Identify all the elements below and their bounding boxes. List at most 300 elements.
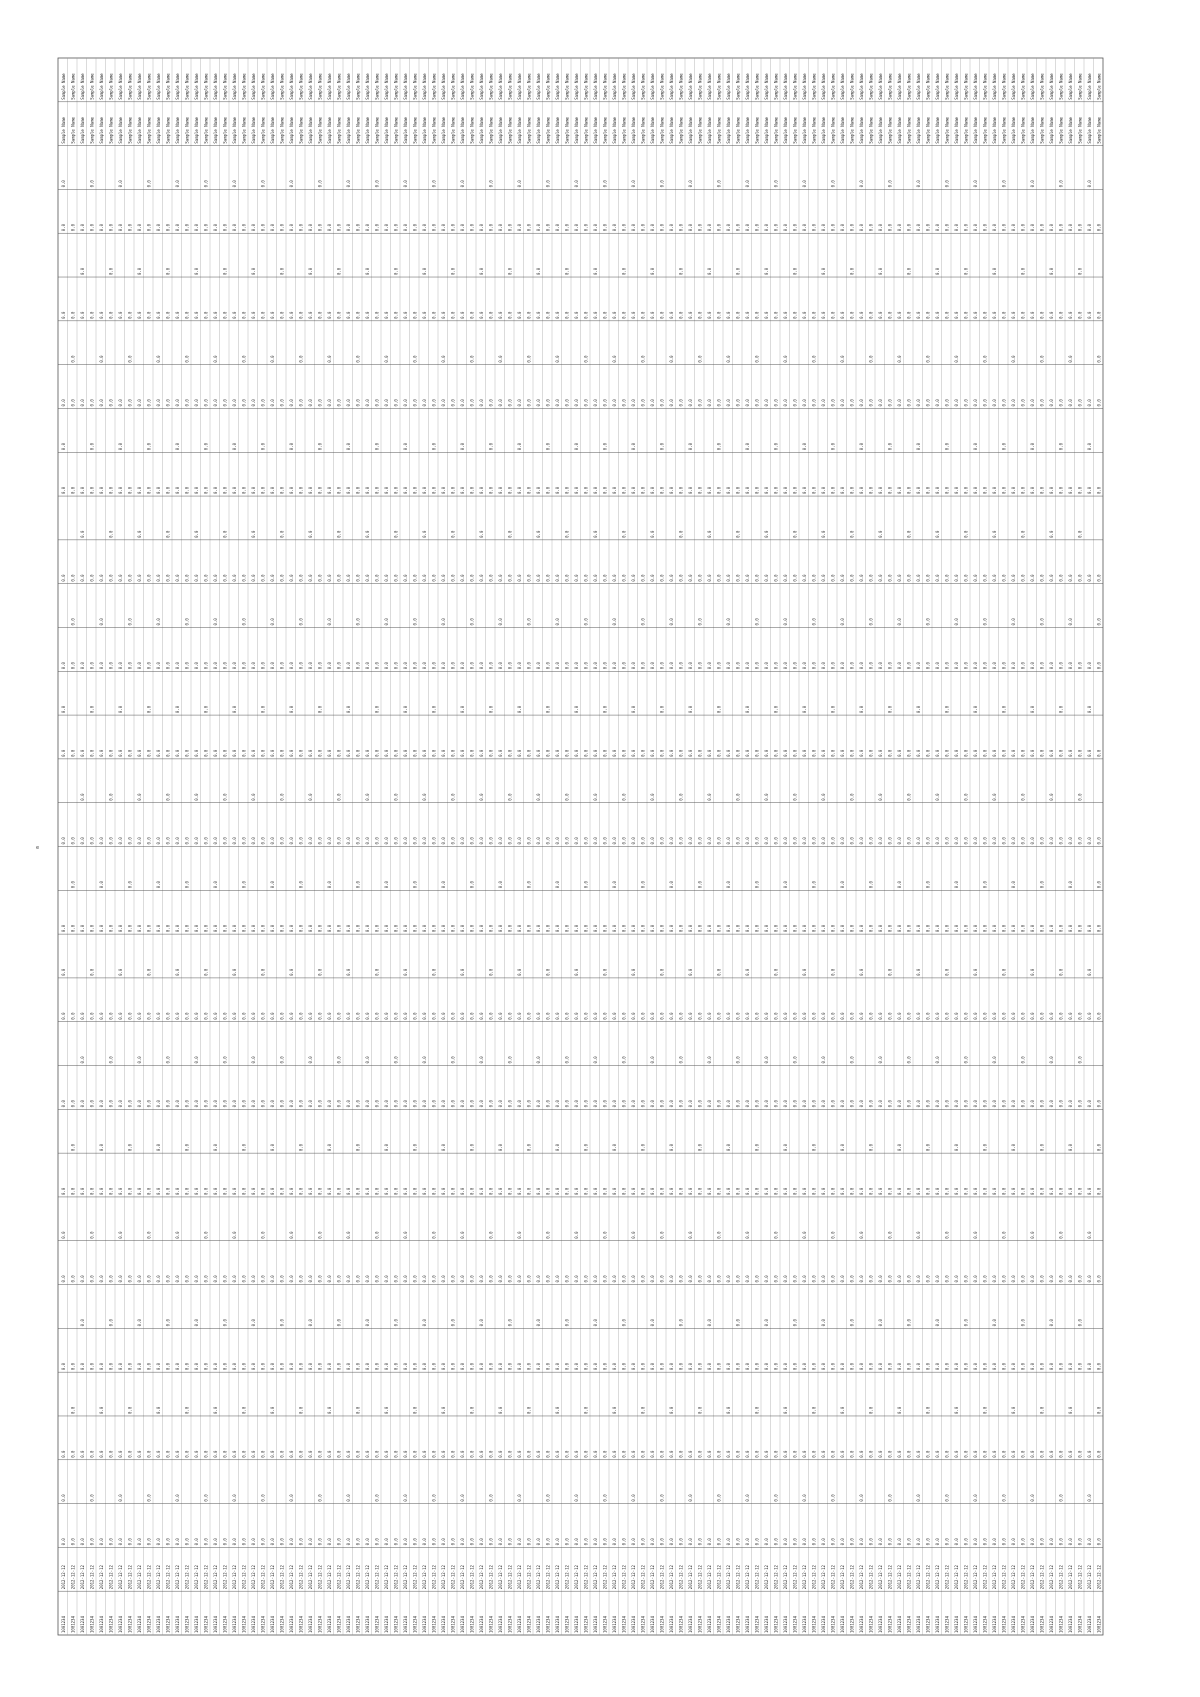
table-cell: 0.0: [887, 662, 893, 670]
table-cell: 0.0: [326, 662, 332, 670]
table-cell: 0.0: [345, 1275, 351, 1283]
table-cell: Sample Name: [269, 117, 275, 144]
table-cell: 0.0: [621, 223, 627, 232]
table-cell: Sample Name: [440, 73, 446, 100]
table-cell: 0.0: [963, 311, 969, 319]
table-cell: 0.0: [1077, 574, 1083, 582]
table-cell: Sample Name: [507, 73, 513, 100]
table-cell: 0.0: [1020, 662, 1026, 670]
table-cell: 0.0: [117, 180, 123, 188]
table-cell: 0.0: [336, 574, 342, 582]
table-cell: 0.0: [241, 1406, 247, 1414]
table-cell: 0.0: [250, 1538, 256, 1546]
table-cell: 0.0: [944, 749, 950, 757]
table-cell: 1001234: [136, 1616, 142, 1633]
table-cell: 0.0: [915, 1450, 921, 1458]
table-cell: 0.0: [364, 749, 370, 757]
table-cell: 0.0: [478, 662, 484, 670]
table-cell: 0.0: [602, 443, 608, 451]
table-cell: 0.0: [744, 924, 750, 933]
table-cell: 0.0: [668, 355, 674, 363]
table-cell: 1001234: [1096, 1616, 1102, 1633]
table-cell: 0.0: [1077, 1100, 1083, 1108]
table-cell: 0.0: [545, 1494, 551, 1502]
table-cell: 0.0: [431, 1231, 437, 1239]
table-cell: 0.0: [421, 530, 427, 538]
table-cell: 0.0: [545, 924, 551, 933]
table-cell: 0.0: [317, 1362, 323, 1371]
table-cell: 0.0: [659, 662, 665, 670]
table-cell: Sample Name: [1096, 117, 1102, 144]
table-cell: 0.0: [592, 1056, 598, 1064]
table-cell: 0.0: [488, 311, 494, 319]
table-cell: 0.0: [184, 837, 190, 845]
table-cell: Sample Name: [79, 117, 85, 144]
table-cell: 0.0: [79, 1187, 85, 1195]
table-cell: Sample Name: [231, 117, 237, 144]
table-cell: Sample Name: [98, 117, 104, 144]
table-cell: Sample Name: [155, 73, 161, 100]
table-cell: 0.0: [754, 1538, 760, 1546]
table-cell: 0.0: [459, 223, 465, 232]
table-cell: 0.0: [193, 1012, 199, 1020]
table-cell: 2012-12-12: [953, 1565, 959, 1590]
table-cell: 0.0: [564, 837, 570, 845]
table-cell: 0.0: [516, 311, 522, 319]
table-cell: Sample Name: [659, 117, 665, 144]
table-cell: Sample Name: [497, 117, 503, 144]
table-cell: 0.0: [621, 837, 627, 845]
table-cell: 0.0: [440, 1450, 446, 1458]
table-cell: 0.0: [716, 223, 722, 232]
table-cell: 0.0: [450, 924, 456, 933]
table-cell: 1001234: [906, 1616, 912, 1633]
table-cell: 0.0: [79, 311, 85, 319]
table-cell: 0.0: [326, 1012, 332, 1020]
table-cell: 0.0: [573, 1362, 579, 1371]
table-cell: 0.0: [792, 1275, 798, 1283]
table-cell: 0.0: [554, 1275, 560, 1283]
table-cell: 0.0: [906, 311, 912, 319]
table-cell: 0.0: [117, 1494, 123, 1502]
table-cell: 0.0: [1010, 355, 1016, 363]
table-cell: 0.0: [963, 1012, 969, 1020]
table-cell: Sample Name: [516, 117, 522, 144]
table-cell: 0.0: [212, 311, 218, 319]
table-cell: 0.0: [402, 1275, 408, 1283]
table-cell: 0.0: [744, 749, 750, 757]
table-cell: 0.0: [668, 1012, 674, 1020]
table-cell: 0.0: [336, 399, 342, 407]
table-cell: Sample Name: [716, 73, 722, 100]
table-cell: 0.0: [991, 574, 997, 582]
table-cell: 0.0: [469, 1362, 475, 1371]
table-cell: 0.0: [317, 837, 323, 845]
table-cell: 0.0: [488, 223, 494, 232]
table-cell: 0.0: [231, 1450, 237, 1458]
table-cell: 0.0: [649, 793, 655, 801]
table-cell: 0.0: [982, 1100, 988, 1108]
table-cell: 0.0: [611, 223, 617, 232]
table-cell: 0.0: [564, 267, 570, 276]
table-cell: 0.0: [716, 574, 722, 582]
table-cell: 0.0: [250, 530, 256, 538]
table-cell: 0.0: [592, 486, 598, 495]
table-cell: 0.0: [545, 1231, 551, 1239]
table-cell: 0.0: [934, 1450, 940, 1458]
table-grid: [58, 58, 1103, 1635]
table-cell: 0.0: [830, 223, 836, 232]
table-cell: Sample Name: [963, 73, 969, 100]
table-cell: 0.0: [279, 399, 285, 407]
table-cell: 0.0: [678, 1538, 684, 1546]
table-cell: 0.0: [792, 1362, 798, 1371]
table-cell: Sample Name: [89, 117, 95, 144]
table-cell: 0.0: [697, 1100, 703, 1108]
table-cell: 0.0: [184, 486, 190, 495]
table-cell: Sample Name: [136, 73, 142, 100]
table-cell: 0.0: [1086, 1450, 1092, 1458]
table-cell: 0.0: [203, 662, 209, 670]
table-cell: 0.0: [925, 1187, 931, 1195]
table-cell: 0.0: [260, 1012, 266, 1020]
table-cell: 0.0: [165, 311, 171, 319]
table-cell: 0.0: [497, 1012, 503, 1020]
table-cell: 0.0: [79, 1319, 85, 1327]
table-cell: 0.0: [535, 1056, 541, 1064]
table-cell: 0.0: [184, 1538, 190, 1546]
table-cell: 0.0: [849, 486, 855, 495]
table-cell: 0.0: [706, 662, 712, 670]
table-cell: 0.0: [60, 574, 66, 582]
table-cell: 0.0: [70, 618, 76, 626]
table-cell: 0.0: [925, 924, 931, 933]
table-cell: 0.0: [174, 1362, 180, 1371]
table-cell: 0.0: [573, 1275, 579, 1283]
table-cell: 0.0: [89, 223, 95, 232]
table-cell: 0.0: [203, 968, 209, 976]
table-cell: 0.0: [155, 749, 161, 757]
table-cell: 0.0: [307, 486, 313, 495]
table-cell: 0.0: [592, 1275, 598, 1283]
table-cell: 0.0: [640, 924, 646, 933]
table-cell: 2012-12-12: [906, 1565, 912, 1590]
table-cell: 0.0: [564, 1450, 570, 1458]
table-cell: 0.0: [820, 1012, 826, 1020]
table-cell: 0.0: [136, 1319, 142, 1327]
table-cell: Sample Name: [1020, 117, 1026, 144]
table-cell: 0.0: [412, 574, 418, 582]
table-cell: 0.0: [478, 1538, 484, 1546]
table-cell: 0.0: [60, 311, 66, 319]
table-cell: 0.0: [982, 486, 988, 495]
table-cell: 2012-12-12: [1039, 1565, 1045, 1590]
table-cell: 0.0: [1067, 618, 1073, 626]
table-cell: 0.0: [89, 968, 95, 976]
table-cell: 0.0: [421, 1100, 427, 1108]
table-cell: 0.0: [706, 1538, 712, 1546]
table-cell: 1001234: [412, 1616, 418, 1633]
table-cell: 0.0: [972, 180, 978, 188]
table-cell: 0.0: [383, 574, 389, 582]
table-cell: 1001234: [1029, 1616, 1035, 1633]
table-cell: 0.0: [1067, 749, 1073, 757]
table-cell: 0.0: [1048, 1012, 1054, 1020]
table-cell: Sample Name: [393, 117, 399, 144]
table-cell: 0.0: [155, 662, 161, 670]
table-cell: 0.0: [868, 311, 874, 319]
table-cell: 0.0: [1010, 486, 1016, 495]
table-cell: Sample Name: [431, 73, 437, 100]
table-cell: 0.0: [1029, 399, 1035, 407]
table-cell: 0.0: [60, 1494, 66, 1502]
table-cell: 0.0: [668, 1362, 674, 1371]
table-cell: 0.0: [640, 311, 646, 319]
table-cell: 0.0: [725, 311, 731, 319]
table-cell: 0.0: [155, 1538, 161, 1546]
table-cell: 0.0: [1067, 1275, 1073, 1283]
table-cell: 0.0: [906, 1319, 912, 1327]
table-cell: 0.0: [621, 749, 627, 757]
table-cell: 0.0: [193, 1450, 199, 1458]
table-cell: Sample Name: [326, 73, 332, 100]
table-cell: 0.0: [573, 1100, 579, 1108]
table-cell: 0.0: [136, 1275, 142, 1283]
table-cell: 0.0: [336, 1362, 342, 1371]
table-cell: 0.0: [469, 311, 475, 319]
table-cell: 0.0: [991, 267, 997, 276]
table-cell: 0.0: [1029, 1012, 1035, 1020]
table-cell: 0.0: [1077, 1275, 1083, 1283]
table-cell: 0.0: [1010, 1143, 1016, 1152]
table-cell: Sample Name: [1077, 117, 1083, 144]
table-cell: 2012-12-12: [431, 1565, 437, 1590]
table-cell: 0.0: [602, 1362, 608, 1371]
table-cell: 1001234: [991, 1616, 997, 1633]
table-cell: 1001234: [754, 1616, 760, 1633]
table-cell: 0.0: [592, 793, 598, 801]
table-cell: 0.0: [250, 749, 256, 757]
table-cell: 0.0: [459, 837, 465, 845]
table-cell: 0.0: [117, 1187, 123, 1195]
table-cell: Sample Name: [583, 117, 589, 144]
table-cell: 0.0: [725, 837, 731, 845]
table-cell: Sample Name: [526, 117, 532, 144]
table-cell: 0.0: [849, 1275, 855, 1283]
table-cell: 2012-12-12: [383, 1565, 389, 1590]
table-cell: 0.0: [117, 1275, 123, 1283]
table-cell: Sample Name: [668, 73, 674, 100]
table-cell: 0.0: [820, 1187, 826, 1195]
table-cell: 0.0: [516, 223, 522, 232]
table-cell: 0.0: [773, 705, 779, 714]
table-cell: 1001234: [830, 1616, 836, 1633]
table-cell: 0.0: [725, 1187, 731, 1195]
table-cell: 0.0: [858, 1450, 864, 1458]
table-cell: 0.0: [972, 968, 978, 976]
table-cell: 0.0: [117, 1362, 123, 1371]
table-cell: 0.0: [763, 399, 769, 407]
table-cell: 0.0: [1048, 1538, 1054, 1546]
table-cell: 0.0: [621, 1362, 627, 1371]
table-cell: 0.0: [1039, 1275, 1045, 1283]
table-cell: 0.0: [345, 968, 351, 976]
table-cell: Sample Name: [98, 73, 104, 100]
table-cell: 0.0: [241, 223, 247, 232]
table-cell: 0.0: [421, 1275, 427, 1283]
table-cell: 0.0: [241, 1275, 247, 1283]
table-cell: 0.0: [155, 1275, 161, 1283]
table-cell: 0.0: [564, 1319, 570, 1327]
table-cell: 0.0: [868, 1406, 874, 1414]
table-cell: 0.0: [858, 1538, 864, 1546]
table-cell: 0.0: [678, 1056, 684, 1064]
table-cell: 0.0: [868, 749, 874, 757]
table-cell: 0.0: [1010, 618, 1016, 626]
table-cell: 0.0: [89, 399, 95, 407]
stray-mark: e: [36, 845, 40, 851]
table-cell: 0.0: [288, 1231, 294, 1239]
table-cell: 2012-12-12: [697, 1565, 703, 1590]
table-cell: 0.0: [127, 1012, 133, 1020]
table-cell: 0.0: [364, 662, 370, 670]
table-cell: 0.0: [678, 1450, 684, 1458]
table-cell: 0.0: [1077, 486, 1083, 495]
table-cell: 0.0: [155, 1187, 161, 1195]
table-cell: 0.0: [108, 1100, 114, 1108]
table-cell: 0.0: [602, 1012, 608, 1020]
table-cell: 0.0: [89, 486, 95, 495]
table-cell: 0.0: [792, 311, 798, 319]
table-cell: Sample Name: [507, 117, 513, 144]
table-cell: 0.0: [820, 311, 826, 319]
table-cell: 0.0: [526, 1187, 532, 1195]
table-cell: 1001234: [915, 1616, 921, 1633]
table-cell: 0.0: [545, 749, 551, 757]
table-cell: 0.0: [212, 1450, 218, 1458]
table-cell: 0.0: [953, 1275, 959, 1283]
table-cell: Sample Name: [535, 117, 541, 144]
table-cell: 0.0: [317, 705, 323, 714]
table-cell: Sample Name: [820, 117, 826, 144]
table-cell: 0.0: [402, 399, 408, 407]
table-cell: 0.0: [288, 749, 294, 757]
table-cell: 0.0: [953, 1406, 959, 1414]
table-cell: 0.0: [241, 399, 247, 407]
table-cell: 0.0: [602, 1494, 608, 1502]
table-cell: 0.0: [659, 924, 665, 933]
table-cell: 0.0: [307, 267, 313, 276]
table-cell: 0.0: [488, 180, 494, 188]
table-cell: 0.0: [412, 837, 418, 845]
table-cell: 0.0: [307, 223, 313, 232]
table-cell: 0.0: [906, 662, 912, 670]
table-cell: Sample Name: [630, 73, 636, 100]
table-cell: 1001234: [811, 1616, 817, 1633]
table-cell: 0.0: [744, 180, 750, 188]
table-cell: 0.0: [782, 486, 788, 495]
table-cell: 0.0: [241, 574, 247, 582]
table-cell: 0.0: [868, 486, 874, 495]
table-cell: 0.0: [716, 749, 722, 757]
table-cell: 0.0: [421, 311, 427, 319]
table-cell: 0.0: [203, 486, 209, 495]
table-cell: 1001234: [146, 1616, 152, 1633]
table-cell: 0.0: [896, 311, 902, 319]
table-cell: 0.0: [1077, 399, 1083, 407]
table-cell: 0.0: [963, 1319, 969, 1327]
table-cell: 0.0: [877, 1319, 883, 1327]
table-cell: 0.0: [906, 1450, 912, 1458]
table-cell: 0.0: [754, 399, 760, 407]
table-cell: 0.0: [744, 223, 750, 232]
table-cell: 0.0: [925, 574, 931, 582]
table-cell: 0.0: [678, 486, 684, 495]
table-cell: 0.0: [953, 486, 959, 495]
table-cell: 0.0: [146, 1187, 152, 1195]
table-cell: 0.0: [288, 837, 294, 845]
table-cell: 0.0: [374, 223, 380, 232]
table-cell: 0.0: [953, 574, 959, 582]
table-cell: 0.0: [1039, 618, 1045, 626]
table-cell: 0.0: [716, 486, 722, 495]
table-cell: 0.0: [896, 1406, 902, 1414]
table-cell: 1001234: [716, 1616, 722, 1633]
table-cell: 0.0: [79, 837, 85, 845]
table-cell: 0.0: [763, 530, 769, 538]
table-cell: 0.0: [450, 574, 456, 582]
table-cell: 0.0: [516, 486, 522, 495]
table-cell: 0.0: [564, 662, 570, 670]
table-cell: 0.0: [896, 881, 902, 889]
table-cell: 0.0: [155, 223, 161, 232]
table-cell: 0.0: [212, 924, 218, 933]
table-cell: 0.0: [754, 881, 760, 889]
table-cell: 0.0: [1001, 837, 1007, 845]
table-cell: 1001234: [488, 1616, 494, 1633]
table-cell: 0.0: [611, 399, 617, 407]
table-cell: 0.0: [773, 662, 779, 670]
table-cell: 0.0: [830, 180, 836, 188]
table-cell: 0.0: [621, 399, 627, 407]
table-cell: 0.0: [1029, 1450, 1035, 1458]
table-cell: Sample Name: [412, 73, 418, 100]
table-cell: 0.0: [288, 574, 294, 582]
table-cell: 0.0: [459, 749, 465, 757]
table-cell: 1001234: [155, 1616, 161, 1633]
table-cell: 0.0: [621, 530, 627, 538]
table-cell: 0.0: [801, 705, 807, 714]
table-cell: 0.0: [203, 1100, 209, 1108]
table-cell: 0.0: [687, 749, 693, 757]
table-cell: 0.0: [431, 311, 437, 319]
table-cell: Sample Name: [307, 117, 313, 144]
table-cell: 0.0: [355, 223, 361, 232]
table-cell: 0.0: [117, 399, 123, 407]
table-cell: 0.0: [507, 837, 513, 845]
table-cell: 0.0: [611, 924, 617, 933]
table-cell: 0.0: [896, 574, 902, 582]
table-cell: 0.0: [972, 1362, 978, 1371]
table-cell: 0.0: [60, 1538, 66, 1546]
table-cell: 0.0: [858, 443, 864, 451]
table-cell: Sample Name: [678, 73, 684, 100]
table-cell: 0.0: [488, 1187, 494, 1195]
table-cell: 0.0: [450, 793, 456, 801]
table-cell: 0.0: [1010, 399, 1016, 407]
table-cell: 0.0: [1001, 968, 1007, 976]
table-cell: 0.0: [469, 355, 475, 363]
